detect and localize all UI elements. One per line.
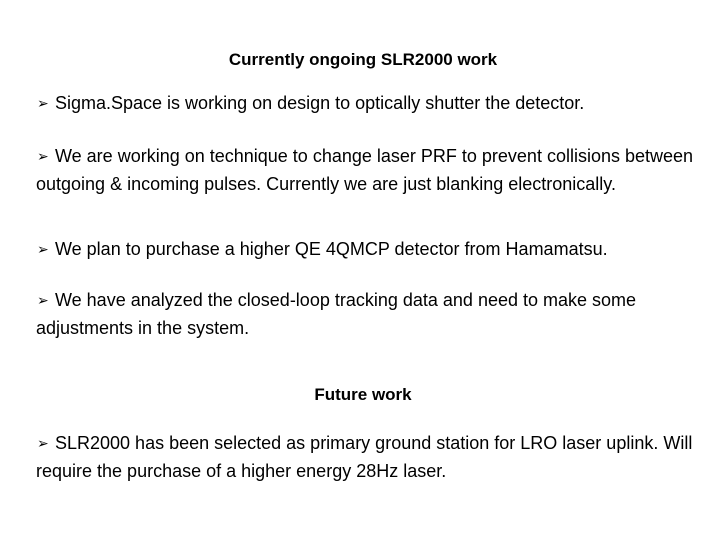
arrow-bullet-icon: ➢ [37, 436, 49, 452]
arrow-bullet-icon: ➢ [37, 96, 49, 112]
arrow-bullet-icon: ➢ [37, 242, 49, 258]
bullet-item [36, 90, 696, 118]
future-work-heading: Future work [314, 385, 412, 404]
arrow-bullet-icon: ➢ [37, 293, 49, 309]
bullet-item [36, 287, 696, 341]
bullet-text: SLR2000 has been selected as primary ground station for LRO laser uplink. Will require the purchase of a higher energy 28Hz laser. [36, 433, 693, 481]
bullet-item [36, 236, 696, 264]
bullet-text: We are working on technique to change laser PRF to prevent collisions between outgoing & incoming pulses. Currently we are just blanking electronically. [36, 146, 694, 194]
arrow-bullet-icon: ➢ [37, 149, 49, 165]
bullet-text: Sigma.Space is working on design to optically shutter the detector. [55, 93, 585, 113]
bullet-item [36, 143, 696, 197]
bullet-text: We plan to purchase a higher QE 4QMCP detector from Hamamatsu. [55, 239, 608, 259]
current-work-heading: Currently ongoing SLR2000 work [228, 50, 498, 69]
bullet-text: We have analyzed the closed-loop tracking data and need to make some adjustments in the system. [36, 290, 637, 338]
bullet-item [36, 430, 696, 484]
